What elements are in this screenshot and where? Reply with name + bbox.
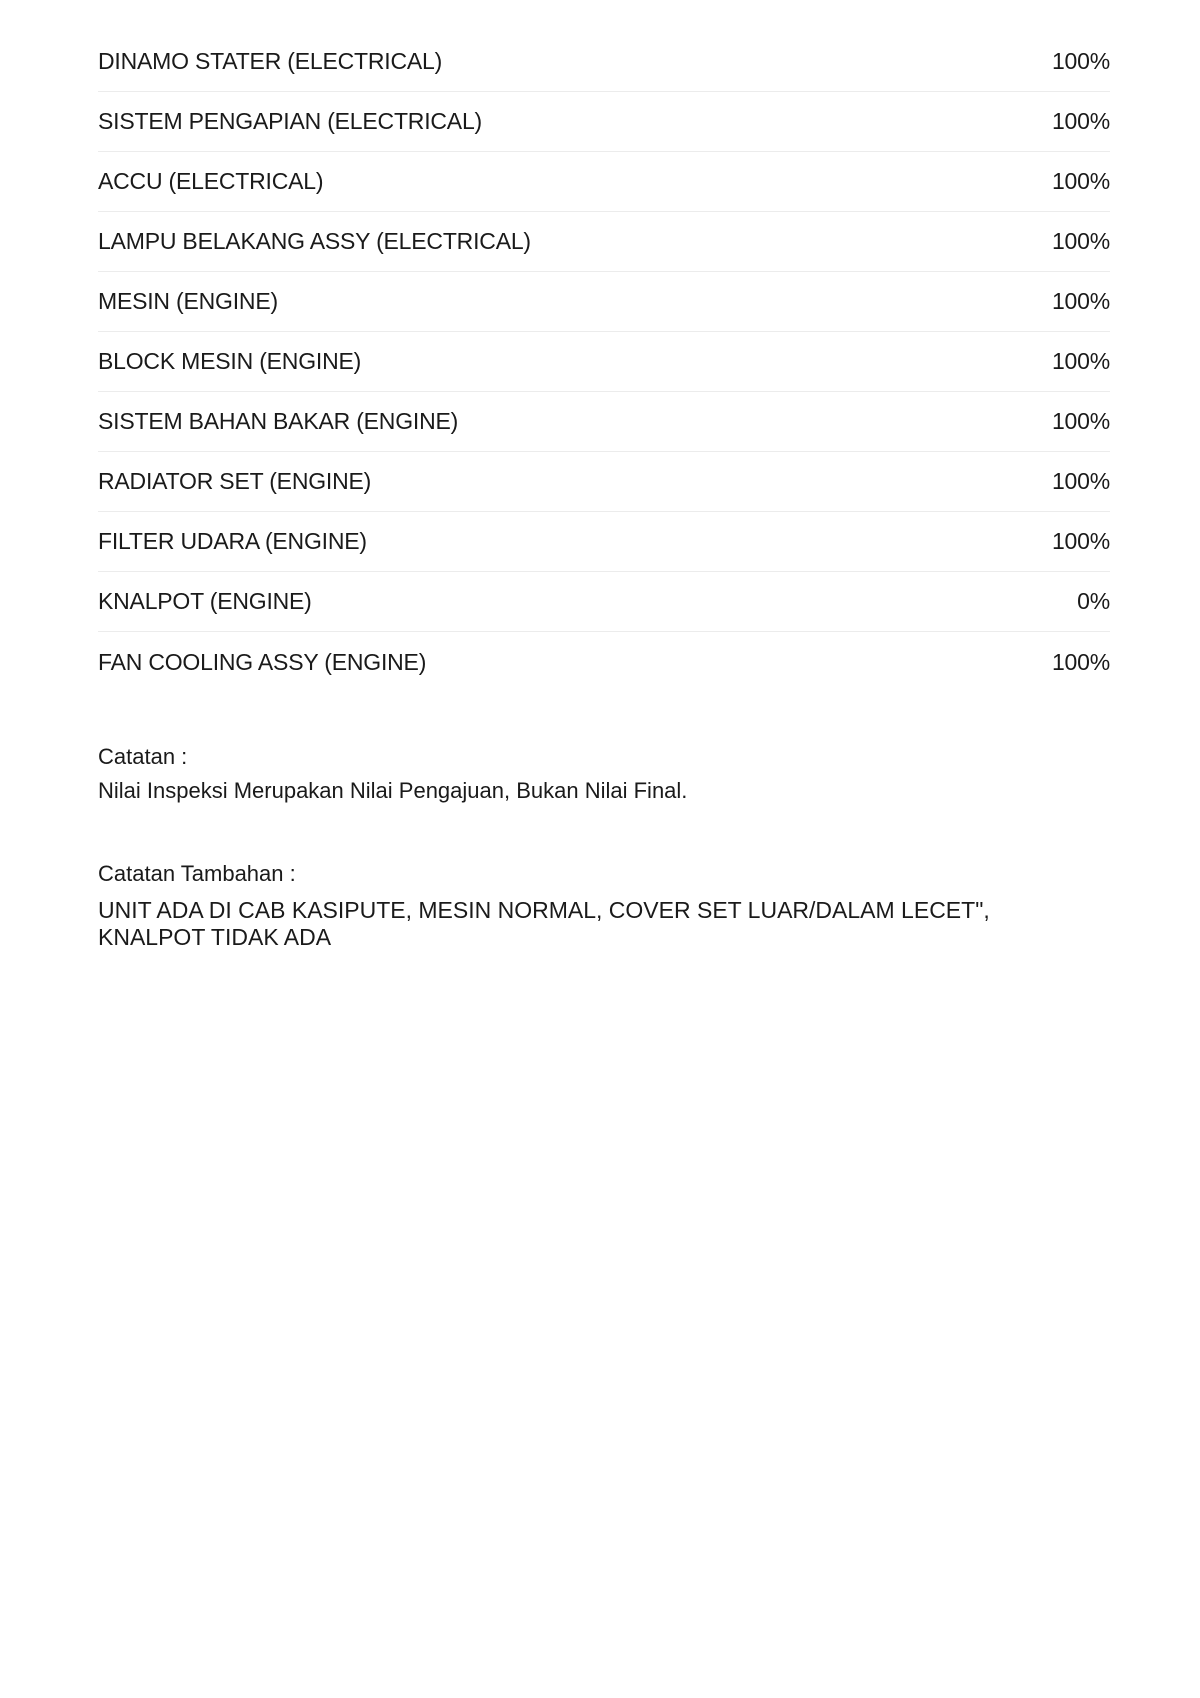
table-row xyxy=(98,452,1110,512)
item-value: 100% xyxy=(1051,108,1110,134)
item-value: 0% xyxy=(1077,588,1110,614)
item-name: KNALPOT (ENGINE) xyxy=(98,588,312,614)
item-value: 100% xyxy=(1051,648,1110,675)
table-row xyxy=(98,332,1110,392)
item-value: 100% xyxy=(1051,228,1110,254)
item-value: 100% xyxy=(1051,528,1110,554)
item-value: 100% xyxy=(1051,348,1110,374)
extra-notes-label: Catatan Tambahan : xyxy=(98,860,296,886)
inspection-table xyxy=(98,32,1110,692)
item-value: 100% xyxy=(1051,288,1110,314)
item-name: MESIN (ENGINE) xyxy=(98,288,278,314)
item-value: 100% xyxy=(1051,48,1110,74)
item-name: BLOCK MESIN (ENGINE) xyxy=(98,348,362,374)
item-name: SISTEM BAHAN BAKAR (ENGINE) xyxy=(98,408,459,434)
item-name: LAMPU BELAKANG ASSY (ELECTRICAL) xyxy=(98,228,531,254)
item-name: SISTEM PENGAPIAN (ELECTRICAL) xyxy=(98,108,482,134)
item-name: DINAMO STATER (ELECTRICAL) xyxy=(98,48,443,74)
item-value: 100% xyxy=(1051,168,1110,194)
notes-section xyxy=(98,744,1110,805)
table-row xyxy=(98,572,1110,632)
item-name: ACCU (ELECTRICAL) xyxy=(98,168,324,194)
table-row xyxy=(98,392,1110,452)
table-row xyxy=(98,92,1110,152)
table-row xyxy=(98,632,1110,692)
item-name: FAN COOLING ASSY (ENGINE) xyxy=(98,648,427,675)
table-row xyxy=(98,32,1110,92)
extra-notes-section xyxy=(98,861,1110,950)
item-value: 100% xyxy=(1051,468,1110,494)
notes-text: Nilai Inspeksi Merupakan Nilai Pengajuan, Bukan Nilai Final. xyxy=(98,778,688,804)
item-value: 100% xyxy=(1051,408,1110,434)
inspection-document xyxy=(98,32,1110,950)
table-row xyxy=(98,152,1110,212)
table-row xyxy=(98,272,1110,332)
table-row xyxy=(98,512,1110,572)
notes-label: Catatan : xyxy=(98,744,188,769)
item-name: FILTER UDARA (ENGINE) xyxy=(98,528,367,554)
extra-notes-text: UNIT ADA DI CAB KASIPUTE, MESIN NORMAL, COVER SET LUAR/DALAM LECET", KNALPOT TIDAK ADA xyxy=(98,897,990,950)
item-name: RADIATOR SET (ENGINE) xyxy=(98,468,372,494)
table-row xyxy=(98,212,1110,272)
